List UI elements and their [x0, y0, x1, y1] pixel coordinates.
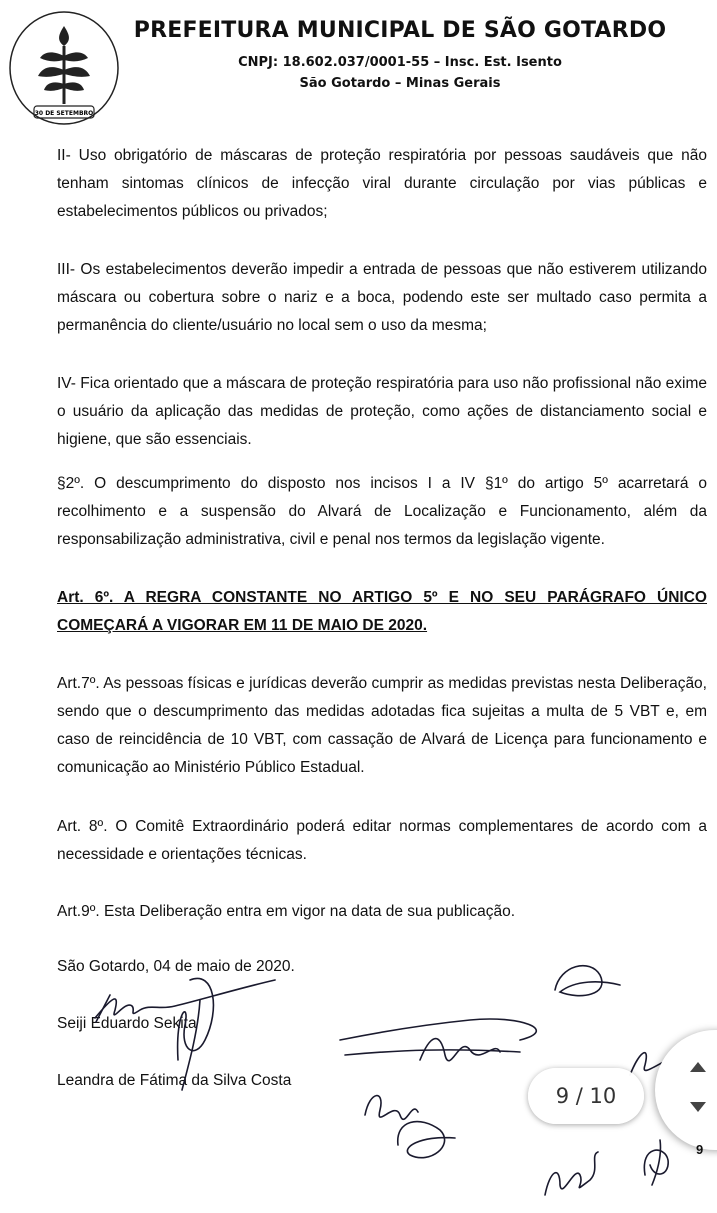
signature-date: São Gotardo, 04 de maio de 2020. — [57, 958, 295, 975]
article-9: Art.9º. Esta Deliberação entra em vigor na data de sua publicação. — [57, 903, 516, 920]
signatory-name-2: Leandra de Fátima da Silva Costa — [57, 1072, 292, 1089]
signature-lower-left — [365, 1096, 418, 1120]
article-6: Art. 6º. A REGRA CONSTANTE NO ARTIGO 5º E NO SEU PARÁGRAFO ÚNICO COMEÇARÁ A VIGORAR EM 11 DE MAIO DE 2020. — [57, 589, 707, 634]
signature-bottom-center — [398, 1122, 455, 1158]
header-location: São Gotardo – Minas Gerais — [299, 76, 501, 91]
header-title: PREFEITURA MUNICIPAL DE SÃO GOTARDO — [133, 18, 667, 43]
paragraph-section-2: §2º. O descumprimento do disposto nos incisos I a IV §1º do artigo 5º acarretará o recolhimento e a suspensão do Alvará de Localização e Funcionamento, além da responsabilização administrativa, civil e penal nos termos da legislação vigente. — [57, 475, 707, 548]
header-cnpj: CNPJ: 18.602.037/0001-55 – Insc. Est. Isento — [238, 55, 562, 70]
signature-far-right-bottom — [644, 1140, 668, 1185]
article-8: Art. 8º. O Comitê Extraordinário poderá editar normas complementares de acordo com a necessidade e orientações técnicas. — [57, 818, 707, 863]
signature-center — [340, 1019, 536, 1061]
signature-top-right — [555, 966, 620, 996]
page-indicator: 9 / 10 — [528, 1068, 644, 1124]
article-7: Art.7º. As pessoas físicas e jurídicas deverão cumprir as medidas previstas nesta Deliberação, sendo que o descumprimento das medidas adotadas fica sujeitas a multa de 5 VBT e, em caso de reincidência de 10 VBT, com cassação de Alvará de Licença para funcionamento e comunicação ao Ministério Público Estadual. — [57, 675, 707, 776]
signatory-name-1: Seiji Eduardo Sekita — [57, 1015, 197, 1032]
seal-ribbon-text: 30 DE SETEMBRO — [34, 110, 94, 117]
chevron-down-icon[interactable] — [688, 1100, 708, 1116]
page-number: 9 — [696, 1142, 704, 1157]
signature-bottom-right — [545, 1152, 598, 1195]
chevron-up-icon[interactable] — [688, 1058, 708, 1074]
page-navigation-panel — [655, 1030, 717, 1150]
paragraph-iv: IV- Fica orientado que a máscara de proteção respiratória para uso não profissional não exime o usuário da aplicação das medidas de proteção, como ações de distanciamento social e higiene, que são essenciais. — [57, 375, 707, 448]
signature-seiji — [95, 980, 275, 1018]
municipal-seal-logo — [4, 6, 122, 128]
paragraph-ii: II- Uso obrigatório de máscaras de proteção respiratória por pessoas saudáveis que não tenham sintomas clínicos de infecção viral durante circulação por vias públicas e estabelecimentos públicos ou privados; — [57, 147, 707, 220]
paragraph-iii: III- Os estabelecimentos deverão impedir a entrada de pessoas que não estiverem utilizando máscara ou cobertura sobre o nariz e a boca, podendo este ser multado caso permita a permanência do cliente/usuário no local sem o uso da mesma; — [57, 261, 707, 334]
